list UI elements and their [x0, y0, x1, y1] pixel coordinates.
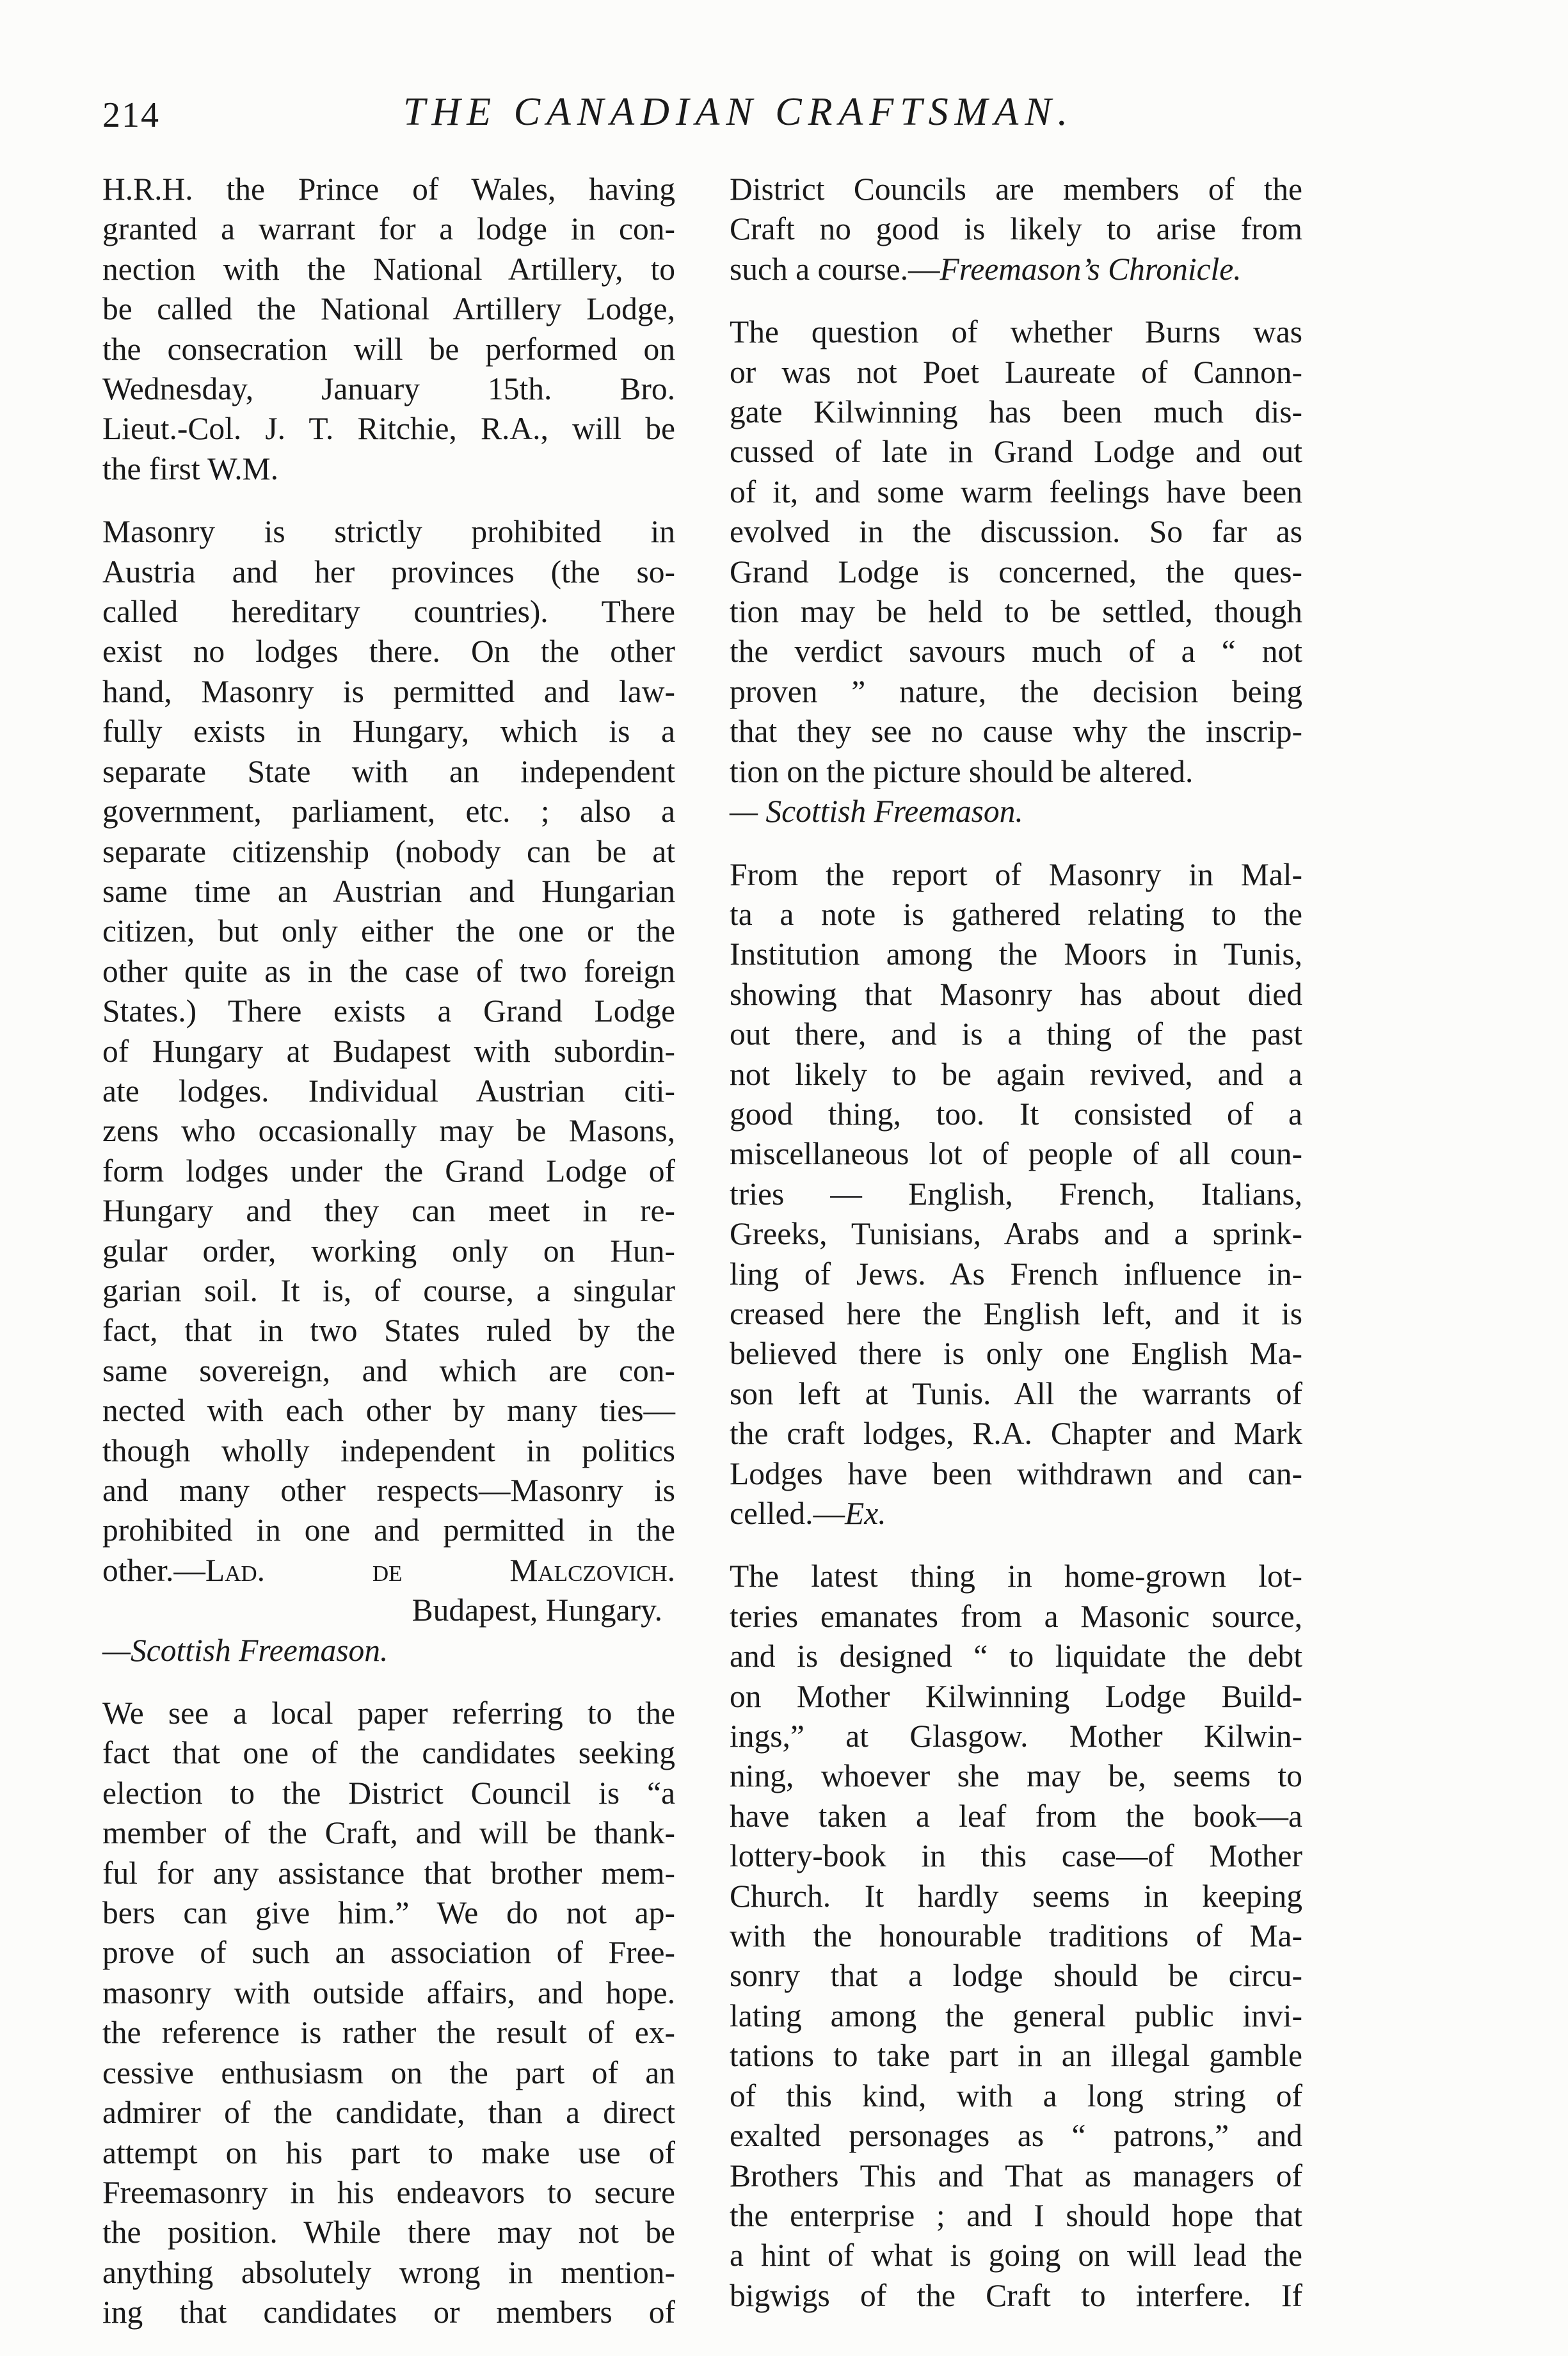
source-line: such a course.—Freemason’s Chronicle.: [730, 251, 1242, 287]
article-malta-tunis: [730, 855, 1302, 1534]
source-credit: — Scottish Freemason.: [730, 794, 1023, 829]
text-line: ta a note is gathered relating to the: [730, 896, 1302, 932]
text-line: attempt on his part to make use of: [102, 2135, 675, 2170]
text-line: Greeks, Tunisians, Arabs and a sprink-: [730, 1216, 1302, 1252]
text-line: the craft lodges, R.A. Chapter and Mark: [730, 1416, 1302, 1452]
text-line: on Mother Kilwinning Lodge Build-: [730, 1678, 1302, 1714]
text-line: bers can give him.” We do not ap-: [102, 1895, 675, 1931]
text-line: Wednesday, January 15th. Bro.: [102, 371, 675, 407]
text-line: called hereditary countries). There: [102, 594, 675, 630]
text-line: Institution among the Moors in Tunis,: [730, 936, 1302, 972]
text-line: the position. While there may not be: [102, 2215, 675, 2250]
text-line: sonry that a lodge should be circu-: [730, 1958, 1302, 1994]
text-line: the enterprise ; and I should hope that: [730, 2197, 1302, 2233]
text-line: ning, whoever she may be, seems to: [730, 1758, 1302, 1794]
text-line: The question of whether Burns was: [730, 314, 1302, 350]
dateline-place: Budapest, Hungary.: [412, 1592, 662, 1628]
text-line: From the report of Masonry in Mal-: [730, 856, 1302, 892]
text-line: ling of Jews. As French influence in-: [730, 1256, 1302, 1292]
right-column: [730, 170, 1302, 2339]
text-line: of Hungary at Budapest with subordin-: [102, 1033, 675, 1069]
text-line: Austria and her provinces (the so-: [102, 554, 675, 589]
text-line: and many other respects—Masonry is: [102, 1473, 675, 1508]
text-line: gate Kilwinning has been much dis-: [730, 394, 1302, 430]
text-line: the reference is rather the result of ex-: [102, 2015, 675, 2051]
text-line: proven ” nature, the decision being: [730, 673, 1302, 709]
text-line: bigwigs of the Craft to interfere. If: [730, 2277, 1302, 2313]
text-line: citizen, but only either the one or the: [102, 913, 675, 949]
text-line: granted a warrant for a lodge in con-: [102, 211, 675, 247]
text-line: nection with the National Artillery, to: [102, 251, 675, 287]
text-line: separate State with an independent: [102, 753, 675, 789]
text-line: gular order, working only on Hun-: [102, 1233, 675, 1269]
text-line: of this kind, with a long string of: [730, 2078, 1302, 2113]
text-line: election to the District Council is “a: [102, 1775, 675, 1811]
text-line: States.) There exists a Grand Lodge: [102, 993, 675, 1029]
text-line: showing that Masonry has about died: [730, 976, 1302, 1012]
text-line: masonry with outside affairs, and hope.: [102, 1975, 675, 2010]
text-line: with the honourable traditions of Ma-: [730, 1918, 1302, 1954]
text-line: ings,” at Glasgow. Mother Kilwin-: [730, 1719, 1302, 1754]
article-masonry-austria-body: [102, 512, 675, 1551]
text-line: tion on the picture should be altered.: [730, 753, 1194, 789]
text-line: lating among the general public invi-: [730, 1998, 1302, 2033]
text-line: Grand Lodge is concerned, the ques-: [730, 554, 1302, 589]
text-line: out there, and is a thing of the past: [730, 1016, 1302, 1052]
text-line: the verdict savours much of a “ not: [730, 634, 1302, 669]
text-line: not likely to be again revived, and a: [730, 1056, 1302, 1092]
text-line: have taken a leaf from the book—a: [730, 1798, 1302, 1834]
text-line: good thing, too. It consisted of a: [730, 1096, 1302, 1132]
text-line: tations to take part in an illegal gamble: [730, 2038, 1302, 2074]
text-line: fact, that in two States ruled by the: [102, 1313, 675, 1349]
article-district-council: [102, 1694, 675, 2333]
text-line: exalted personages as “ patrons,” and: [730, 2118, 1302, 2154]
text-line: Lieut.-Col. J. T. Ritchie, R.A., will be: [102, 411, 675, 447]
text-line: teries emanates from a Masonic source,: [730, 1598, 1302, 1634]
text-line: exist no lodges there. On the other: [102, 634, 675, 669]
text-line: anything absolutely wrong in mention-: [102, 2254, 675, 2290]
text-line: Craft no good is likely to arise from: [730, 211, 1302, 247]
article-masonry-austria: [102, 512, 675, 1671]
text-line: tion may be held to be settled, though: [730, 594, 1302, 630]
text-line: though wholly independent in politics: [102, 1432, 675, 1468]
text-line: a hint of what is going on will lead the: [730, 2238, 1302, 2273]
text-line: form lodges under the Grand Lodge of: [102, 1153, 675, 1189]
text-line: be called the National Artillery Lodge,: [102, 291, 675, 327]
source-line: celled.—Ex.: [730, 1496, 886, 1531]
text-line: or was not Poet Laureate of Cannon-: [730, 354, 1302, 390]
text-line: Church. It hardly seems in keeping: [730, 1878, 1302, 1914]
text-line: The latest thing in home-grown lot-: [730, 1559, 1302, 1594]
text-line: son left at Tunis. All the warrants of: [730, 1375, 1302, 1411]
signature-line: other.—Lad. de Malczovich.: [102, 1552, 675, 1588]
page-number: 214: [102, 95, 160, 135]
text-line: cussed of late in Grand Lodge and out: [730, 434, 1302, 470]
text-line: hand, Masonry is permitted and law-: [102, 673, 675, 709]
text-line: evolved in the discussion. So far as: [730, 514, 1302, 550]
text-line: other quite as in the case of two foreign: [102, 953, 675, 989]
text-line: nected with each other by many ties—: [102, 1393, 675, 1429]
text-line: and is designed “ to liquidate the debt: [730, 1639, 1302, 1674]
text-line: fact that one of the candidates seeking: [102, 1735, 675, 1771]
text-line: prohibited in one and permitted in the: [102, 1512, 675, 1548]
text-line: Masonry is strictly prohibited in: [102, 514, 675, 550]
article-malta-body: [730, 855, 1302, 1495]
text-line: member of the Craft, and will be thank-: [102, 1815, 675, 1851]
text-line: Freemasonry in his endeavors to secure: [102, 2174, 675, 2210]
text-line: same sovereign, and which are con-: [102, 1352, 675, 1388]
text-line: admirer of the candidate, than a direct: [102, 2095, 675, 2131]
author-name: Lad. de Malczovich.: [205, 1552, 675, 1588]
continuation-body: [730, 170, 1302, 250]
text-line: believed there is only one English Ma-: [730, 1336, 1302, 1372]
text-line: that they see no cause why the inscrip-: [730, 714, 1302, 749]
article-burns-laureate: [730, 312, 1302, 831]
text-line: We see a local paper referring to the: [102, 1695, 675, 1731]
journal-title: THE CANADIAN CRAFTSMAN.: [403, 90, 1075, 134]
text-line: District Councils are members of the: [730, 172, 1302, 207]
text-line: fully exists in Hungary, which is a: [102, 714, 675, 749]
text-line: ful for any assistance that brother mem-: [102, 1855, 675, 1891]
text-line: lottery-book in this case—of Mother: [730, 1838, 1302, 1874]
source-credit: Freemason’s Chronicle.: [940, 251, 1242, 287]
text-line: ing that candidates or members of: [102, 2295, 675, 2330]
text-line: Brothers This and That as managers of: [730, 2158, 1302, 2193]
source-credit: —Scottish Freemason.: [102, 1632, 388, 1668]
text-line: tries — English, French, Italians,: [730, 1176, 1302, 1212]
text-line: government, parliament, etc. ; also a: [102, 794, 675, 829]
left-column: [102, 170, 675, 2356]
text-line: separate citizenship (nobody can be at: [102, 833, 675, 869]
article-burns-body: [730, 312, 1302, 792]
article-prince-of-wales: [102, 170, 675, 489]
text-line: cessive enthusiasm on the part of an: [102, 2055, 675, 2090]
text-line: zens who occasionally may be Masons,: [102, 1113, 675, 1149]
text-line: creased here the English left, and it is: [730, 1295, 1302, 1331]
text-line: garian soil. It is, of course, a singular: [102, 1272, 675, 1308]
text-line: H.R.H. the Prince of Wales, having: [102, 172, 675, 207]
text-line: ate lodges. Individual Austrian citi-: [102, 1073, 675, 1109]
text-line: the first W.M.: [102, 451, 279, 486]
text-line: prove of such an association of Free-: [102, 1935, 675, 1971]
text-line: Lodges have been withdrawn and can-: [730, 1455, 1302, 1491]
article-district-council-cont: [730, 170, 1302, 289]
running-header: [102, 90, 1306, 147]
text-line: of it, and some warm feelings have been: [730, 474, 1302, 509]
text-line: same time an Austrian and Hungarian: [102, 873, 675, 909]
text-line: miscellaneous lot of people of all coun-: [730, 1136, 1302, 1172]
article-lotteries: [730, 1557, 1302, 2316]
source-credit: Ex.: [845, 1496, 886, 1531]
text-line: Hungary and they can meet in re-: [102, 1193, 675, 1229]
text-line: the consecration will be performed on: [102, 331, 675, 367]
